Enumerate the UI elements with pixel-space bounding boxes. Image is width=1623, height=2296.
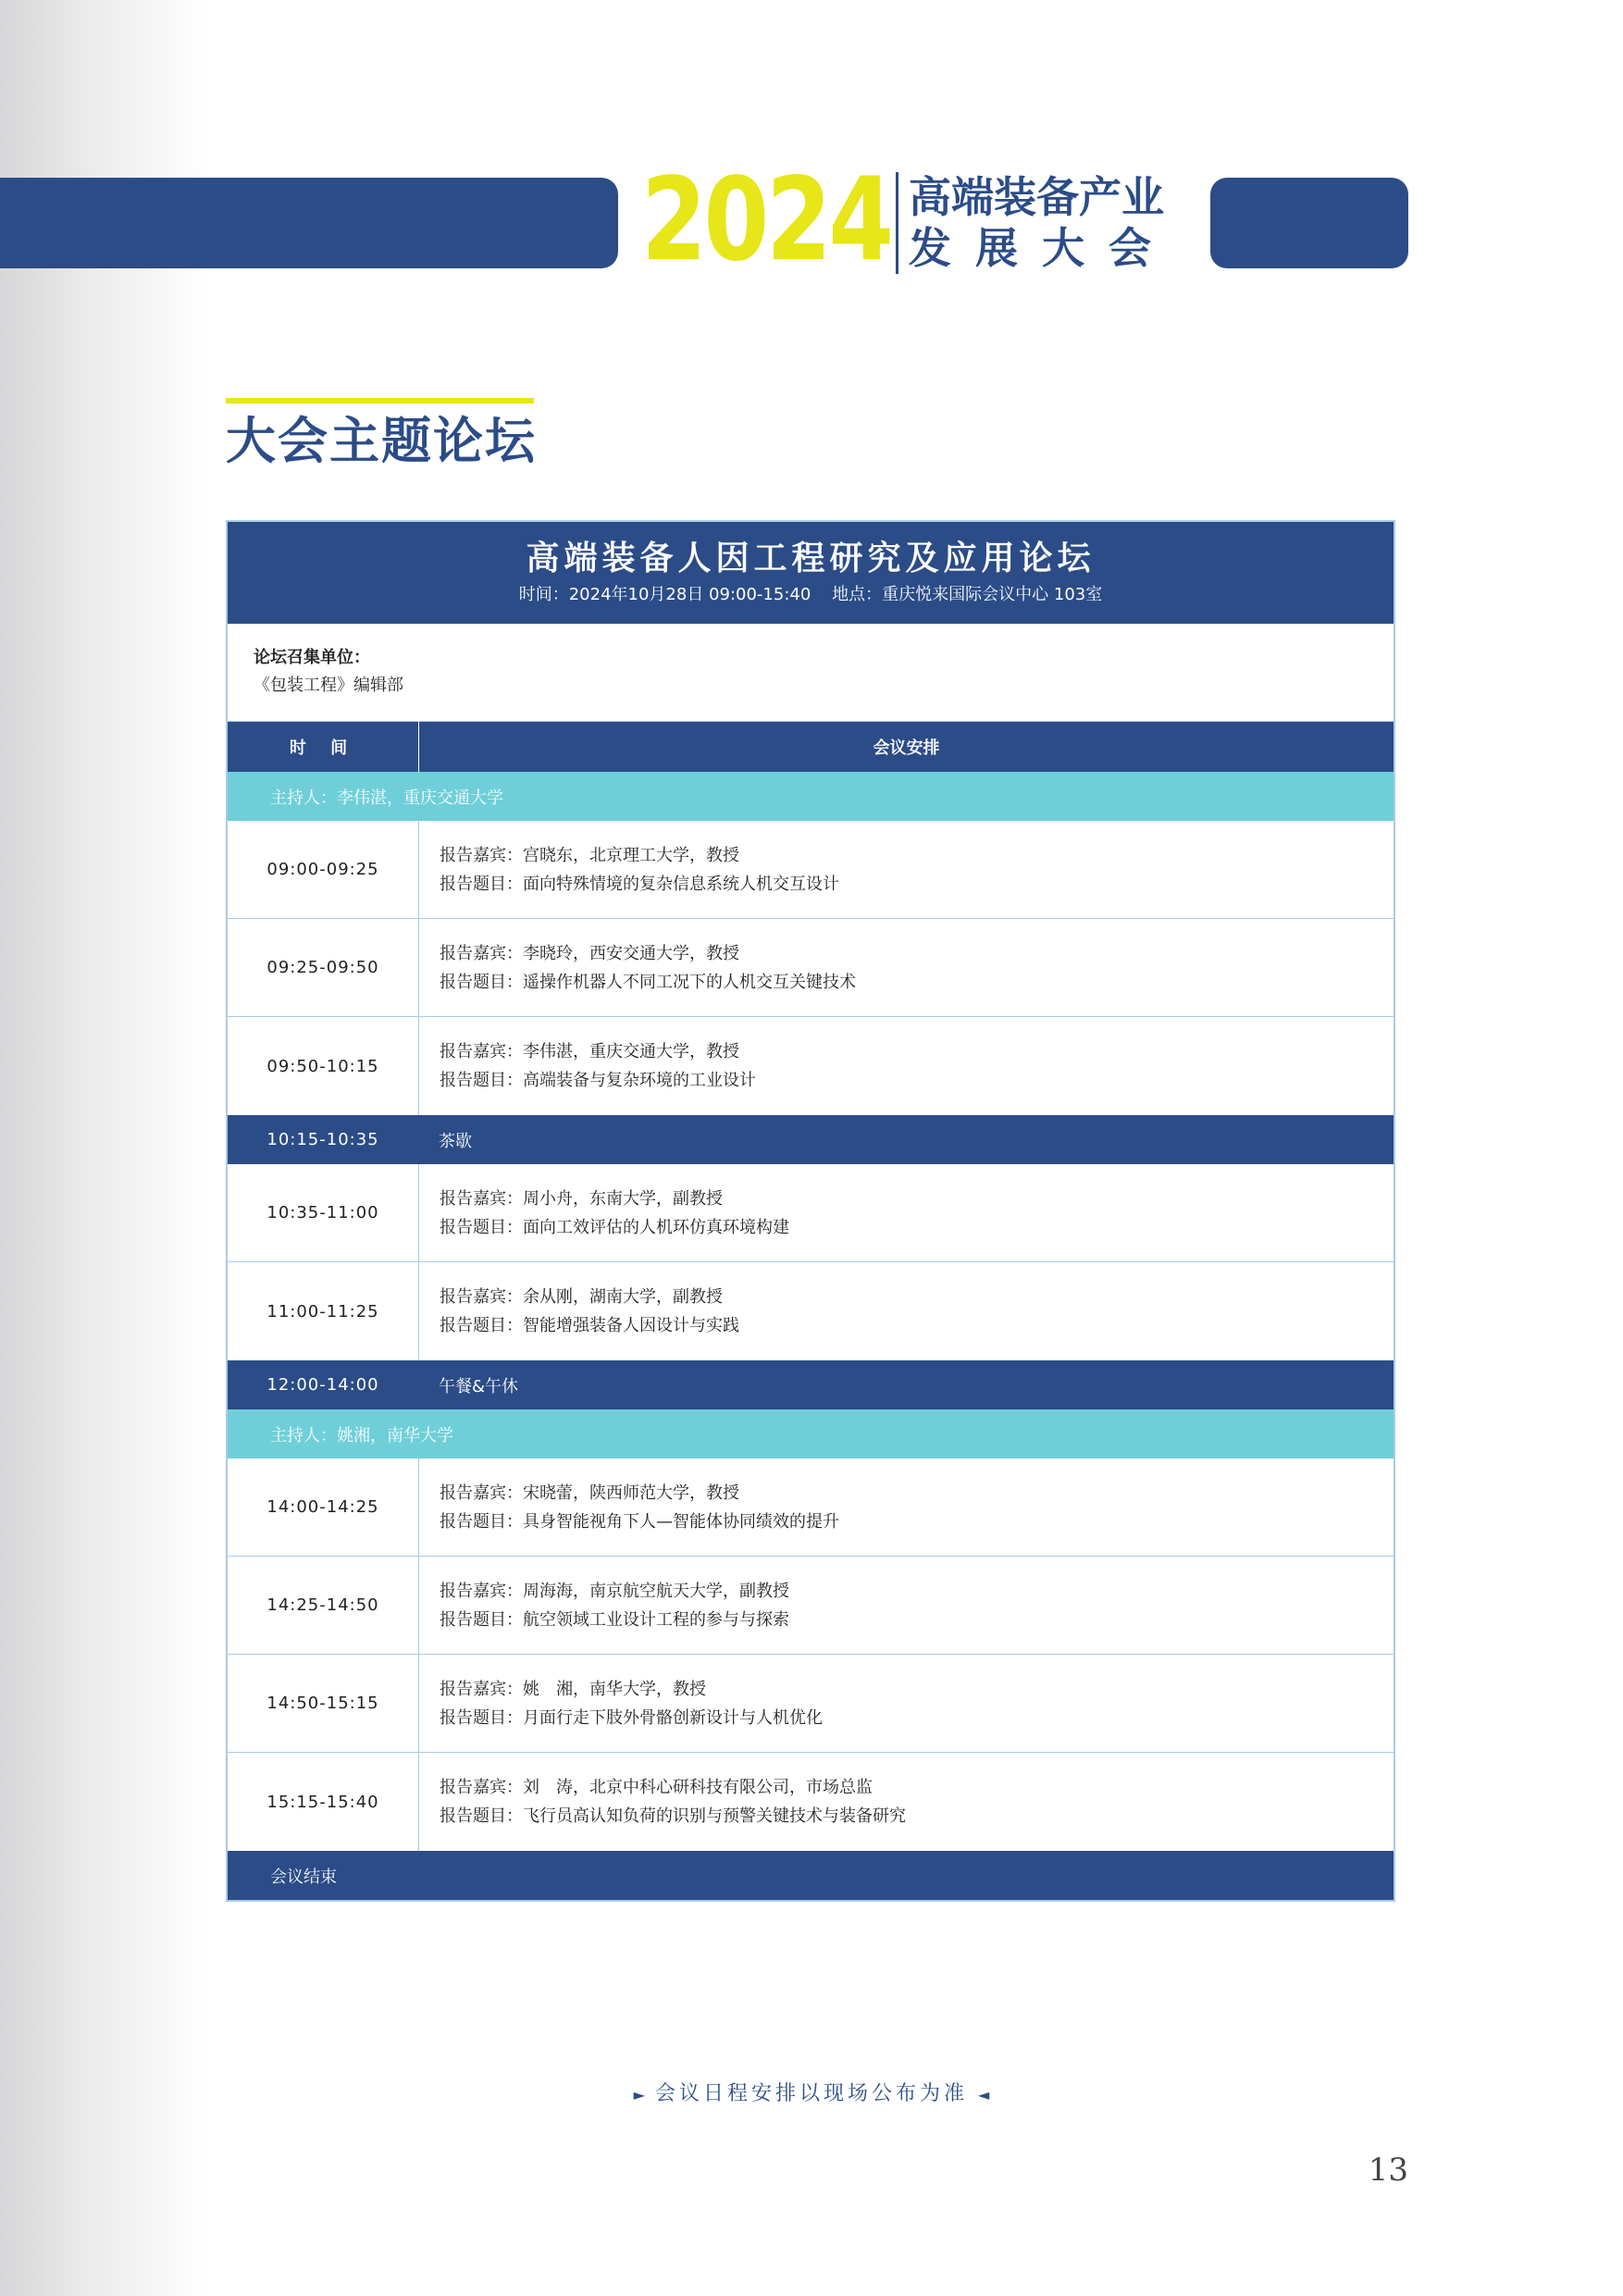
row-topic: 报告题目：高端装备与复杂环境的工业设计 [440,1071,756,1090]
row-time: 15:15-15:40 [228,1753,419,1851]
section-accent-bar [226,398,534,403]
row-time: 14:25-14:50 [228,1557,419,1654]
row-speaker: 报告嘉宾：李伟湛，重庆交通大学，教授 [440,1042,739,1061]
triangle-right-icon: ► [633,2086,645,2104]
forum-header [228,522,1394,624]
row-topic: 报告题目：遥操作机器人不同工况下的人机交互关键技术 [440,972,856,992]
header-banner-right [1210,178,1408,268]
host-row: 主持人：姚湘，南华大学 [228,1409,1394,1458]
column-header-time: 时 间 [228,722,419,772]
row-time: 09:50-10:15 [228,1017,419,1115]
column-header-agenda: 会议安排 [873,738,940,758]
row-speaker: 报告嘉宾：余从刚，湖南大学，副教授 [440,1287,723,1307]
header-title-line1: 高端装备产业 [909,172,1164,222]
table-row [228,1655,1394,1753]
row-time: 09:00-09:25 [228,821,419,918]
row-speaker: 报告嘉宾：刘 涛，北京中科心研科技有限公司，市场总监 [440,1778,873,1797]
row-agenda [419,1655,1394,1752]
row-topic: 报告题目：面向工效评估的人机环仿真环境构建 [440,1217,789,1237]
forum-organizer [228,624,1394,722]
section-heading [226,398,537,474]
row-time: 10:35-11:00 [228,1164,419,1261]
table-row [228,1164,1394,1262]
forum-time-location: 时间：2024年10月28日 09:00-15:40 地点：重庆悦来国际会议中心 103室 [518,585,1103,604]
row-speaker: 报告嘉宾：李晓玲，西安交通大学，教授 [440,943,739,963]
section-title: 大会主题论坛 [226,412,537,470]
table-row [228,919,1394,1017]
row-speaker: 报告嘉宾：宫晓东，北京理工大学，教授 [440,845,739,865]
break-time: 10:15-10:35 [266,1130,379,1149]
row-speaker: 报告嘉宾：姚 湘，南华大学，教授 [440,1679,706,1699]
row-topic: 报告题目：月面行走下肢外骨骼创新设计与人机优化 [440,1707,823,1728]
row-speaker: 报告嘉宾：宋晓蕾，陕西师范大学，教授 [440,1483,739,1503]
row-time: 14:50-15:15 [228,1655,419,1752]
header-conference-title [909,172,1186,274]
row-time: 09:25-09:50 [228,919,419,1016]
row-topic: 报告题目：具身智能视角下人—智能体协同绩效的提升 [440,1511,839,1532]
row-agenda [419,919,1394,1016]
row-speaker: 报告嘉宾：周小舟，东南大学，副教授 [440,1188,723,1209]
break-time: 12:00-14:00 [266,1375,379,1395]
row-agenda [419,1557,1394,1654]
table-row [228,1262,1394,1360]
table-row [228,1017,1394,1115]
break-row [228,1115,1394,1164]
header-year: 2024 [641,154,891,287]
table-row [228,1753,1394,1851]
table-row [228,1557,1394,1655]
header-title-line2: 发展大会 [909,223,1175,273]
row-topic: 报告题目：面向特殊情境的复杂信息系统人机交互设计 [440,874,839,894]
break-row [228,1360,1394,1409]
row-topic: 报告题目：飞行员高认知负荷的识别与预警关键技术与装备研究 [440,1806,906,1826]
header-banner-left [0,178,618,268]
header-divider [896,172,898,274]
row-topic: 报告题目：航空领域工业设计工程的参与与探索 [440,1609,789,1630]
page-number: 13 [1368,2152,1408,2189]
row-time: 14:00-14:25 [228,1458,419,1556]
row-time: 11:00-11:25 [228,1262,419,1360]
host-row: 主持人：李伟湛，重庆交通大学 [228,772,1394,821]
row-topic: 报告题目：智能增强装备人因设计与实践 [440,1316,739,1335]
page-edge-shade [0,0,208,2296]
triangle-left-icon: ◄ [978,2086,990,2104]
row-speaker: 报告嘉宾：周海海，南京航空航天大学，副教授 [440,1581,789,1601]
table-header-row [228,722,1394,772]
row-agenda [419,1262,1394,1360]
forum-schedule-table [226,520,1395,1902]
schedule-note [0,2080,1623,2109]
row-agenda [419,1164,1394,1261]
schedule-note-text: 会议日程安排以现场公布为准 [654,2082,968,2105]
table-row [228,821,1394,919]
organizer-value: 《包装工程》编辑部 [254,676,403,695]
break-label: 午餐&午休 [439,1376,519,1396]
break-label: 茶歇 [439,1131,472,1151]
row-agenda [419,1017,1394,1115]
row-agenda [419,1458,1394,1556]
table-row [228,1458,1394,1557]
row-agenda [419,1753,1394,1851]
row-agenda [419,821,1394,918]
organizer-label: 论坛召集单位： [254,648,370,667]
end-row: 会议结束 [228,1851,1394,1900]
forum-title: 高端装备人因工程研究及应用论坛 [526,540,1096,577]
